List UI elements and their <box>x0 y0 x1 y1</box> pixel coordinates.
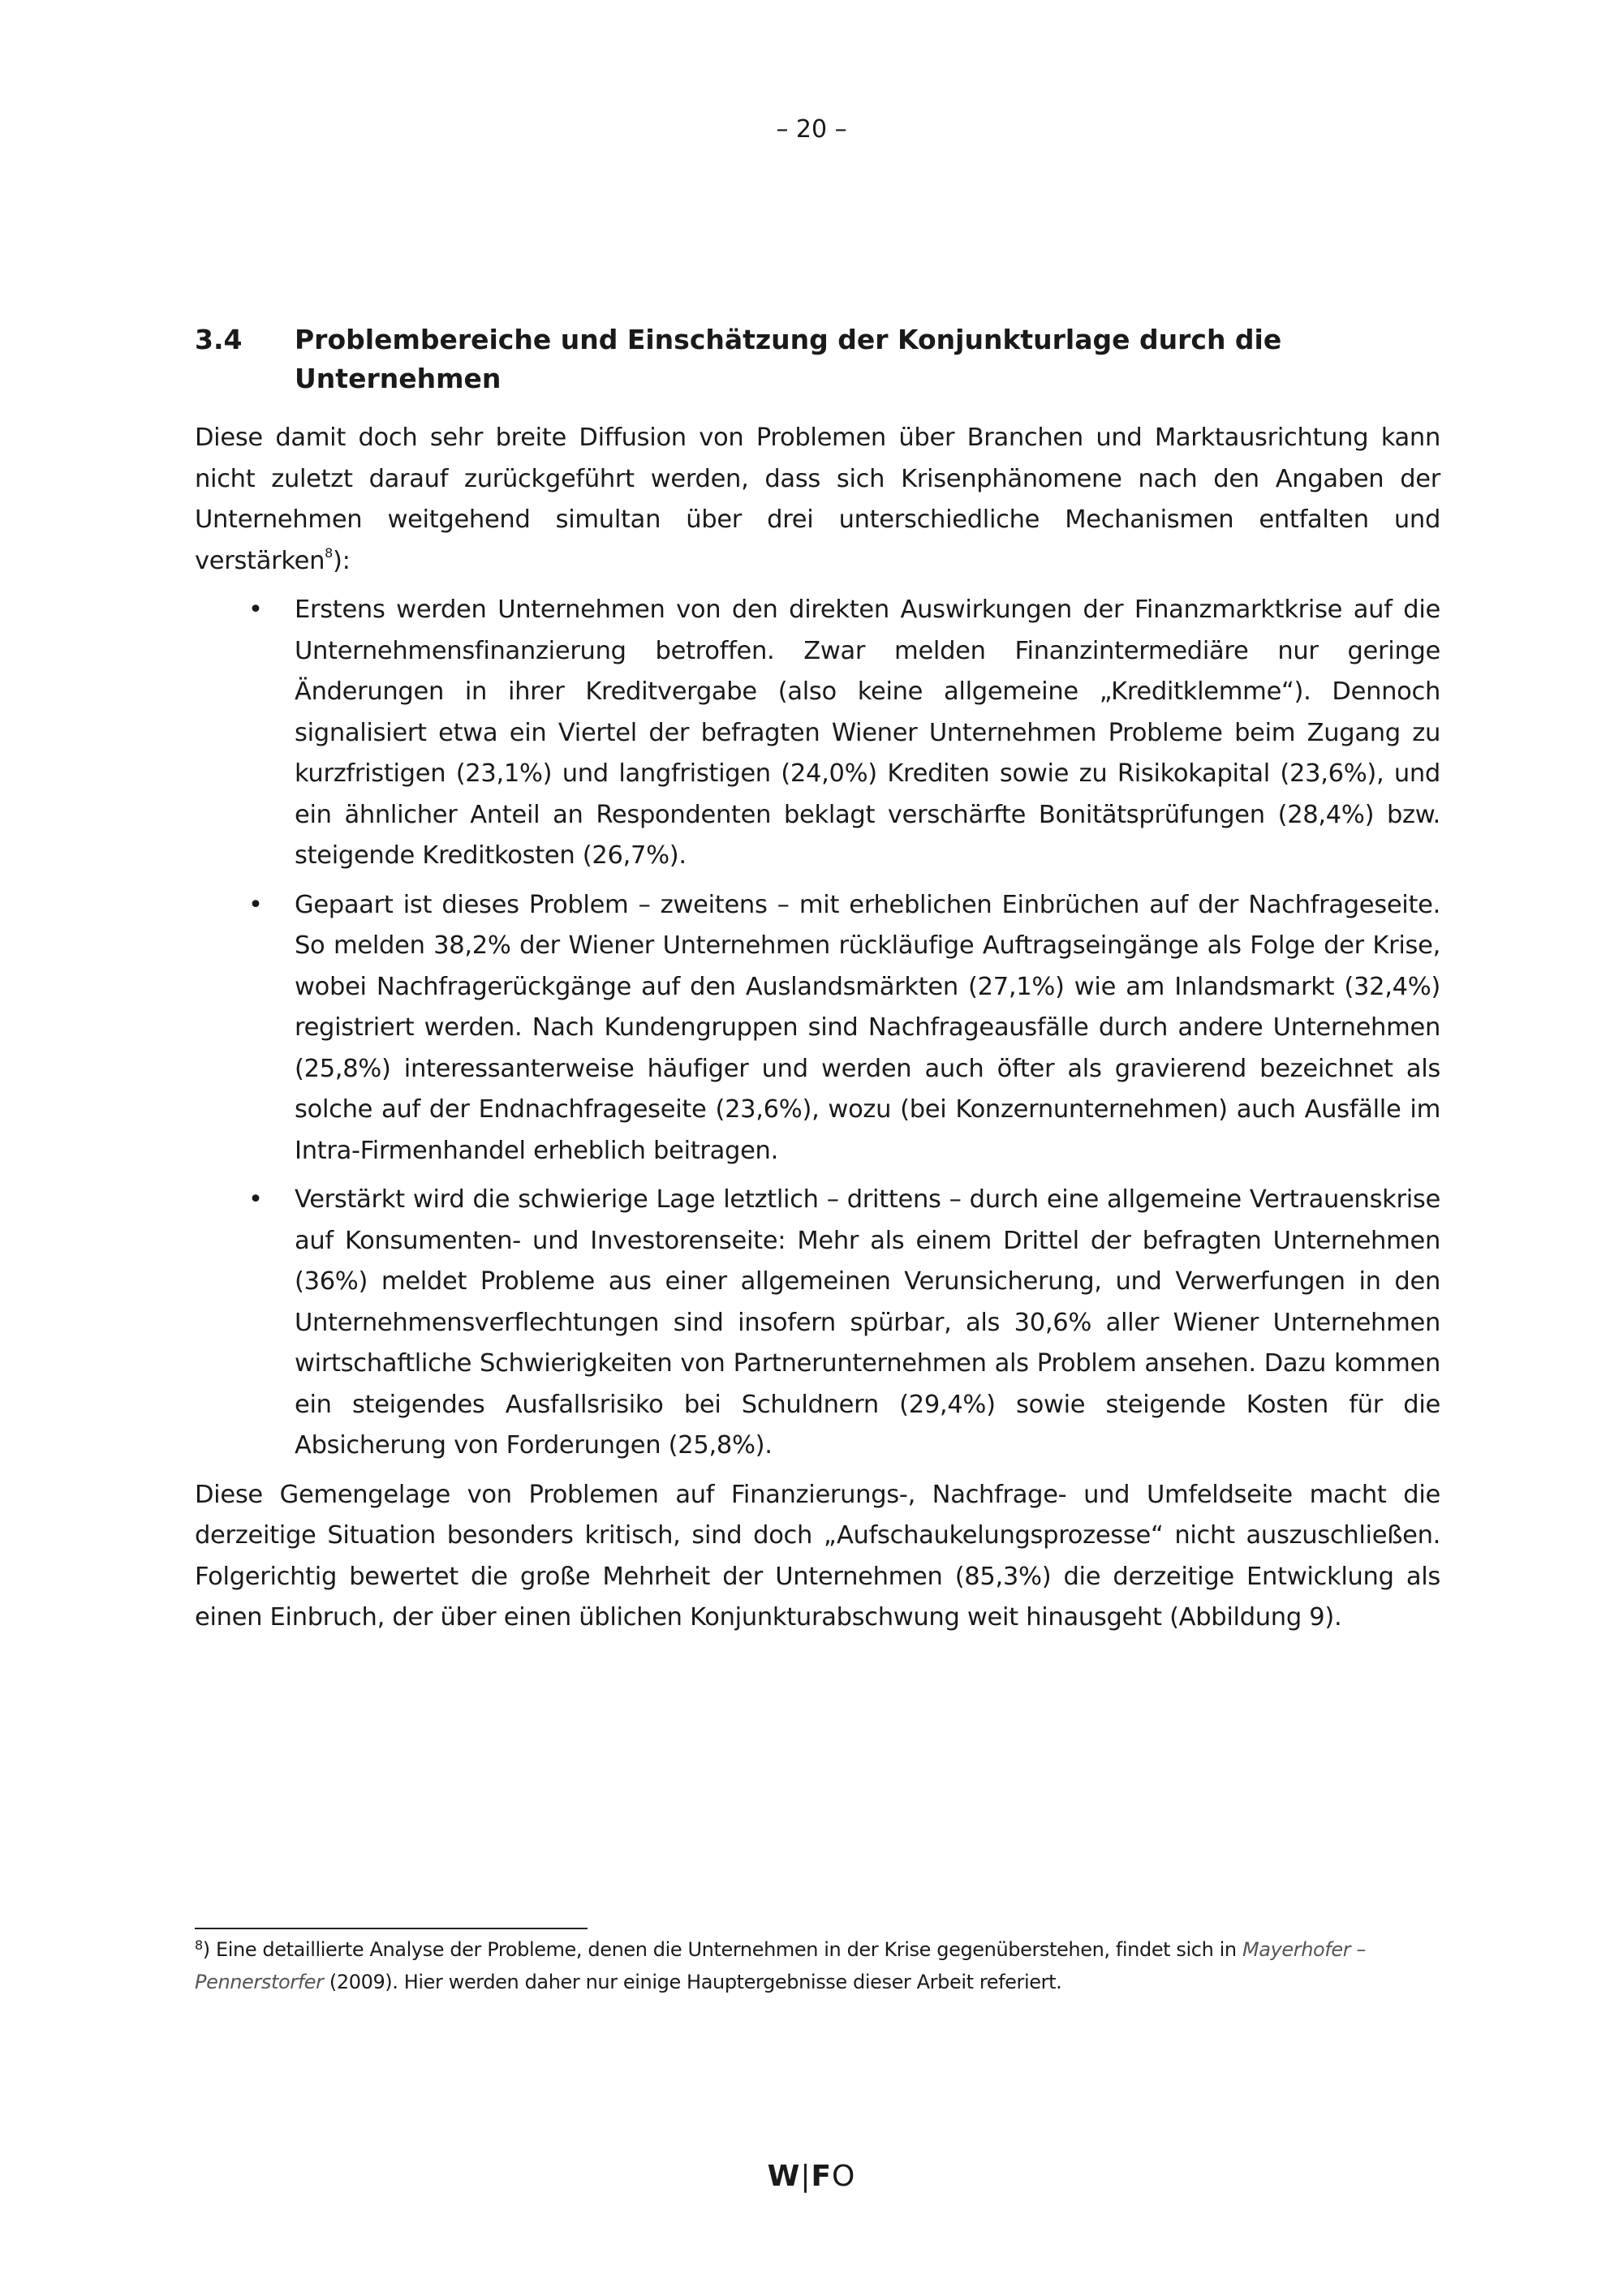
section-title: Problembereiche und Einschätzung der Konjunkturlage durch die Unternehmen <box>295 324 1282 394</box>
section-number: 3.4 <box>195 324 243 355</box>
footnote-divider <box>195 1928 588 1929</box>
footnote-reference[interactable]: 8 <box>325 544 333 561</box>
logo-w: W <box>767 2160 801 2193</box>
footnote-marker: 8 <box>195 1937 203 1953</box>
body-text <box>195 418 1440 1647</box>
footnote <box>195 1933 1412 1998</box>
list-item-text: Erstens werden Unternehmen von den direkten Auswirkungen der Finanzmarktkrise auf die Unternehmensfinanzierung betroffen. Zwar melden Finanzintermediäre nur geringe Änderungen in ihrer Kreditvergabe (also keine allgemeine „Kreditklemme“). Dennoch signalisiert etwa ein Viertel der befragten Wiener Unternehmen Probleme beim Zugang zu kurzfristigen (23,1%) und langfristigen (24,0%) Krediten sowie zu Risikokapital (23,6%), und ein ähnlicher Anteil an Respondenten beklagt verschärfte Bonitätsprüfungen (28,4%) bzw. steigende Kreditkosten (26,7%). <box>295 595 1440 870</box>
section-heading <box>195 320 1444 398</box>
intro-suffix: ): <box>333 546 351 575</box>
list-item-text: Verstärkt wird die schwierige Lage letztlich – drittens – durch eine allgemeine Vertrauenskrise auf Konsumenten- und Investorenseite: Mehr als einem Drittel der befragten Unternehmen (36%) meldet Probleme aus einer allgemeinen Verunsicherung, und Verwerfungen in den Unternehmensverflechtungen sind insofern spürbar, als 30,6% aller Wiener Unternehmen wirtschaftliche Schwierigkeiten von Partnerunternehmen als Problem ansehen. Dazu kommen ein steigendes Ausfallsrisiko bei Schuldnern (29,4%) sowie steigende Kosten für die Absicherung von Forderungen (25,8%). <box>295 1185 1440 1460</box>
page-number: – 20 – <box>776 115 847 144</box>
footnote-author: Mayerhofer – Pennerstorfer <box>195 1938 1367 1993</box>
logo-f: F <box>811 2160 833 2193</box>
list-item <box>195 1180 1440 1467</box>
logo-bar: | <box>800 2160 812 2193</box>
bullet-icon: • <box>248 1185 263 1214</box>
footnote-text: ) Eine detaillierte Analyse der Probleme, denen die Unternehmen in der Krise gegenüberstehen, findet sich in <box>202 1938 1242 1961</box>
bullet-icon: • <box>248 890 263 919</box>
wifo-logo <box>0 2160 1623 2193</box>
list-item <box>195 590 1440 877</box>
list-item <box>195 885 1440 1172</box>
logo-o: O <box>832 2160 856 2193</box>
intro-text: Diese damit doch sehr breite Diffusion von Problemen über Branchen und Marktausrichtung kann nicht zuletzt darauf zurückgeführt werden, dass sich Krisenphänomene nach den Angaben der Unternehmen weitgehend simultan über drei unterschiedliche Mechanismen entfalten und verstärken <box>195 424 1440 575</box>
bullet-list <box>195 590 1440 1467</box>
intro-paragraph <box>195 418 1440 582</box>
footnote-text-end: (2009). Hier werden daher nur einige Hauptergebnisse dieser Arbeit referiert. <box>323 1971 1062 1993</box>
list-item-text: Gepaart ist dieses Problem – zweitens – mit erheblichen Einbrüchen auf der Nachfrageseite. So melden 38,2% der Wiener Unternehmen rückläufige Auftragseingänge als Folge der Krise, wobei Nachfragerückgänge auf den Auslandsmärkten (27,1%) wie am Inlandsmarkt (32,4%) registriert werden. Nach Kundengruppen sind Nachfrageausfälle durch andere Unternehmen (25,8%) interessanterweise häufiger und werden auch öfter als gravierend bezeichnet als solche auf der Endnachfrageseite (23,6%), wozu (bei Konzernunternehmen) auch Ausfälle im Intra-Firmenhandel erheblich beitragen. <box>295 890 1440 1165</box>
conclusion-paragraph: Diese Gemengelage von Problemen auf Finanzierungs-, Nachfrage- und Umfeldseite macht die derzeitige Situation besonders kritisch, sind doch „Aufschaukelungsprozesse“ nicht auszuschließen. Folgerichtig bewertet die große Mehrheit der Unternehmen (85,3%) die derzeitige Entwicklung als einen Einbruch, der über einen üblichen Konjunkturabschwung weit hinausgeht (Abbildung 9). <box>195 1480 1440 1632</box>
bullet-icon: • <box>248 595 263 624</box>
